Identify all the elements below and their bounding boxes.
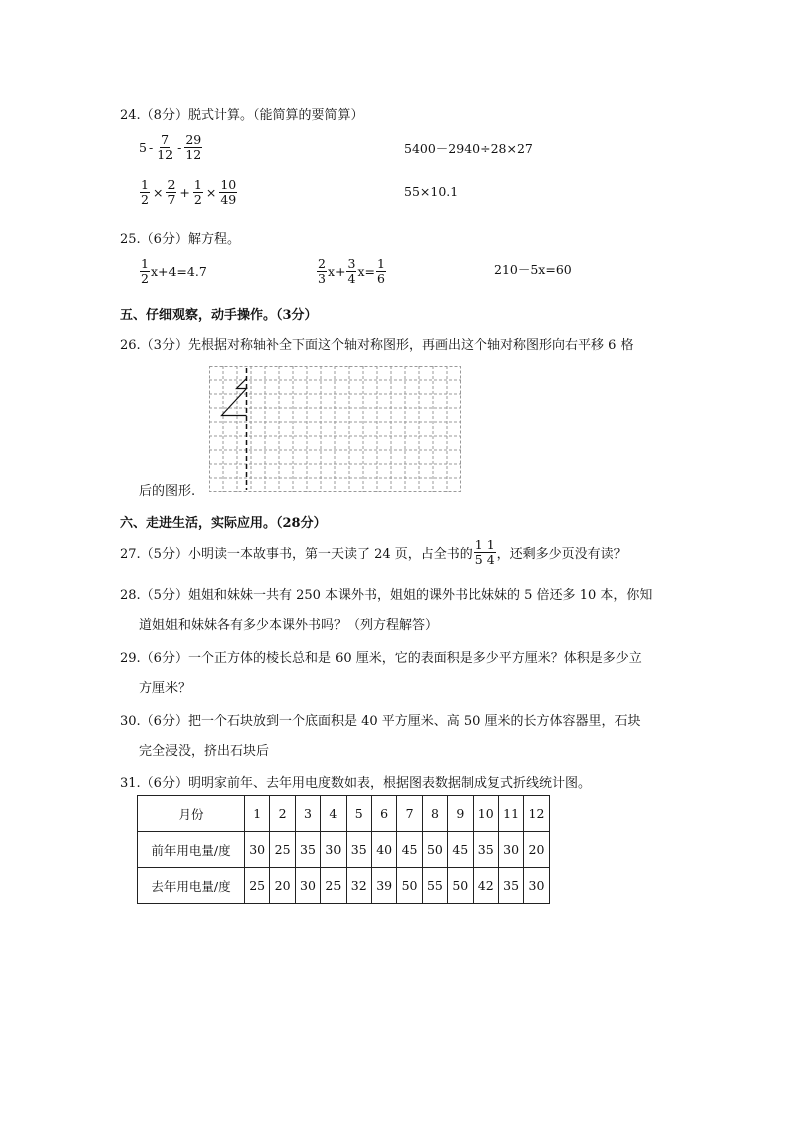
q24-expression-1: 5 - $\frac{7}{12}$ - $\frac{29}{12}$ [139, 132, 202, 162]
value-cell: 35 [346, 832, 371, 868]
value-cell: 25 [270, 832, 295, 868]
series-label: 去年用电量/度 [138, 868, 245, 904]
value-cell: 35 [473, 832, 498, 868]
q28-text-line1: 28.（5分）姐姐和妹妹一共有 250 本课外书，姐姐的课外书比妹妹的 5 倍还多 10 本，你知 [120, 588, 653, 603]
value-cell: 25 [245, 868, 270, 904]
fraction: $\frac{1}{2}$ [141, 256, 149, 286]
q24-expression-2: 5400－2940÷28×27 [404, 141, 533, 156]
q30-text-line2: 完全浸没，挤出石块后 [139, 744, 270, 759]
q24-expression-4: 55×10.1 [404, 184, 459, 199]
value-cell: 30 [498, 832, 523, 868]
month-cell: 5 [346, 796, 371, 832]
month-cell: 3 [295, 796, 320, 832]
value-cell: 20 [524, 832, 549, 868]
fraction: $\frac{2}{7}$ [167, 177, 176, 207]
value-cell: 32 [346, 868, 371, 904]
value-cell: 40 [371, 832, 396, 868]
series-label: 前年用电量/度 [138, 832, 245, 868]
section-5-heading: 五、仔细观察，动手操作。（3分） [120, 308, 318, 323]
month-cell: 1 [245, 796, 270, 832]
month-cell: 6 [371, 796, 396, 832]
fraction: $\frac{10}{49}$ [220, 177, 237, 207]
month-cell: 8 [422, 796, 447, 832]
value-cell: 25 [321, 868, 346, 904]
table-header-row [138, 796, 550, 832]
value-cell: 45 [448, 832, 473, 868]
table-row [138, 868, 550, 904]
value-cell: 35 [295, 832, 320, 868]
q29-text-line1: 29.（6分）一个正方体的棱长总和是 60 厘米，它的表面积是多少平方厘米？体积是多少立 [120, 651, 642, 666]
q28-text-line2: 道姐姐和妹妹各有多少本课外书吗？（列方程解答） [139, 618, 439, 633]
month-cell: 10 [473, 796, 498, 832]
q29-text-line2: 方厘米？ [139, 681, 192, 696]
value-cell: 55 [422, 868, 447, 904]
value-cell: 39 [371, 868, 396, 904]
q24-expression-3: $\frac{1}{2}$ × $\frac{2}{7}$ + $\frac{1}{2}$ × $\frac{10}{49}$ [141, 177, 237, 207]
q31-title: 31.（6分）明明家前年、去年用电度数如表，根据图表数据制成复式折线统计图。 [120, 776, 591, 791]
month-cell: 7 [397, 796, 422, 832]
q30-text-line1: 30.（6分）把一个石块放到一个底面积是 40 平方厘米、高 50 厘米的长方体容器里，石块 [120, 714, 641, 729]
fraction: $\frac{29}{12}$ [185, 132, 202, 162]
value-cell: 50 [397, 868, 422, 904]
fraction: $\frac{1}{6}$ [376, 256, 385, 286]
q25-title: 25.（6分）解方程。 [120, 232, 240, 247]
value-cell: 35 [498, 868, 523, 904]
header-month-label: 月份 [138, 796, 245, 832]
value-cell: 50 [422, 832, 447, 868]
month-cell: 9 [448, 796, 473, 832]
month-cell: 11 [498, 796, 523, 832]
fraction: $\frac{1}{2}$ [141, 177, 149, 207]
fraction: $\frac{1}{2}$ [193, 177, 202, 207]
value-cell: 42 [473, 868, 498, 904]
half-figure [222, 379, 247, 416]
month-cell: 4 [321, 796, 346, 832]
q27-text: 27.（5分）小明读一本故事书，第一天读了 24 页，占全书的 $\frac{1 1}{5 4}$ ，还剩多少页没有读？ [120, 537, 627, 567]
q25-equation-3: 210－5x=60 [494, 262, 572, 277]
value-cell: 50 [448, 868, 473, 904]
month-cell: 2 [270, 796, 295, 832]
q24-title: 24.（8分）脱式计算。（能简算的要简算） [120, 108, 364, 123]
value-cell: 20 [270, 868, 295, 904]
fraction: $\frac{7}{12}$ [157, 132, 174, 162]
q25-equation-2: $\frac{2}{3}$ x+ $\frac{3}{4}$ x= $\frac{1}{6}$ [318, 256, 385, 286]
value-cell: 30 [295, 868, 320, 904]
fraction: $\frac{2}{3}$ [318, 256, 326, 286]
value-cell: 30 [321, 832, 346, 868]
number: 5 [139, 140, 147, 155]
value-cell: 30 [524, 868, 549, 904]
q26-text-line2: 后的图形. [139, 484, 196, 499]
fraction: $\frac{3}{4}$ [347, 256, 356, 286]
section-6-heading: 六、走进生活，实际应用。（28分） [120, 516, 327, 531]
q26-text-line1: 26.（3分）先根据对称轴补全下面这个轴对称图形，再画出这个轴对称图形向右平移 6 格 [120, 338, 634, 353]
value-cell: 30 [245, 832, 270, 868]
value-cell: 45 [397, 832, 422, 868]
symmetry-grid [209, 366, 461, 492]
electricity-table [137, 795, 550, 904]
table-row [138, 832, 550, 868]
month-cell: 12 [524, 796, 549, 832]
q25-equation-1: $\frac{1}{2}$ x+4=4.7 [141, 256, 207, 286]
fraction: $\frac{1 1}{5 4}$ [474, 537, 495, 567]
